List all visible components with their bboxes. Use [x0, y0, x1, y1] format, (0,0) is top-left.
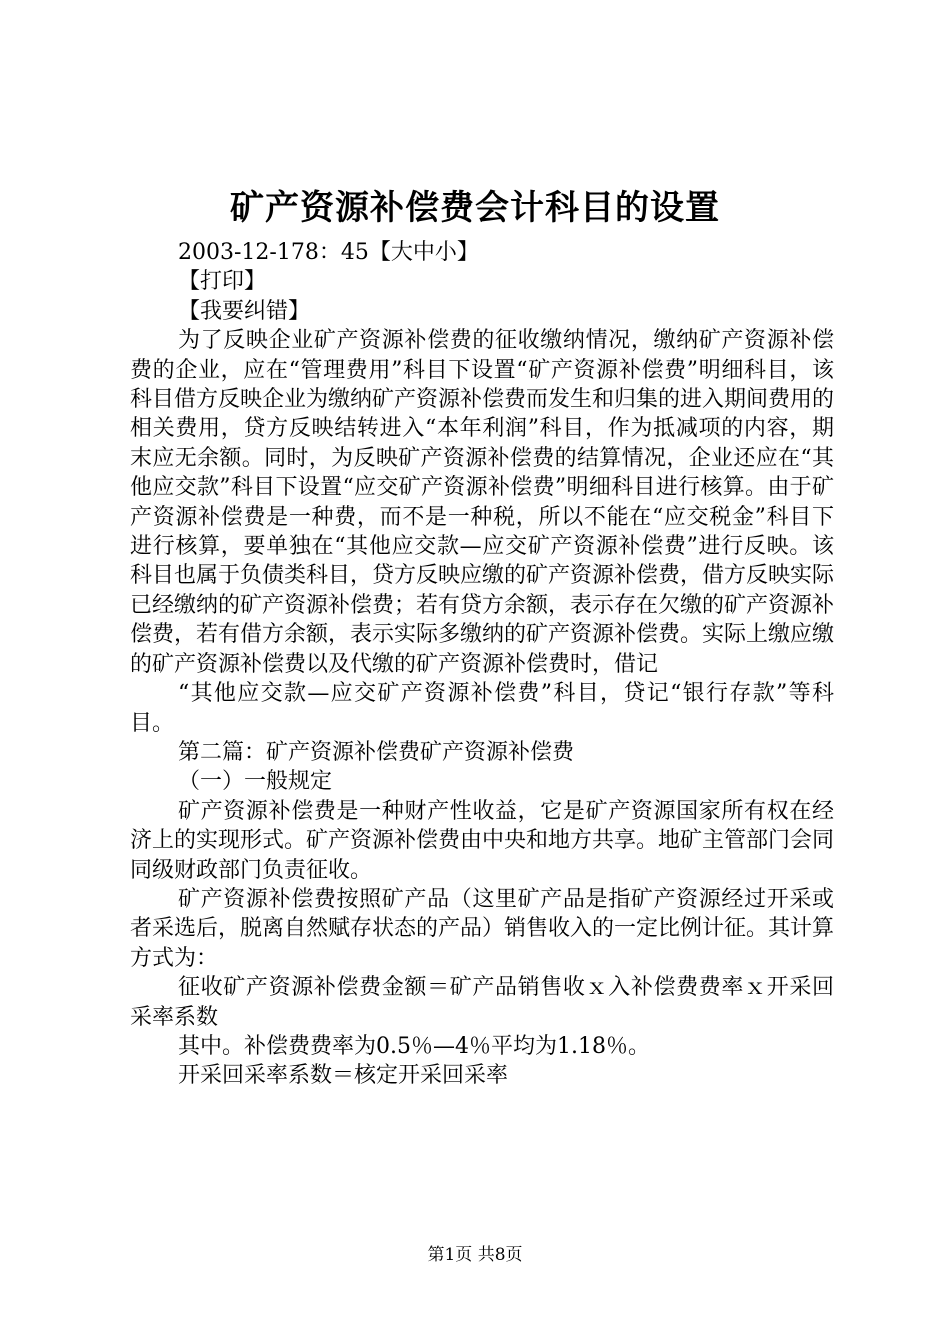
date-line: 2003-12-178：45【大中小】	[178, 240, 479, 265]
formula-line: 征收矿产资源补偿费金额＝矿产品销售收ｘ入补偿费费率ｘ开采回采率系数	[130, 975, 834, 1030]
paragraph: 矿产资源补偿费按照矿产品（这里矿产品是指矿产资源经过开采或者采选后，脱离自然赋存状态的产品）销售收入的一定比例计征。其计算方式为：	[130, 886, 835, 971]
document-title: 矿产资源补偿费会计科目的设置	[230, 188, 720, 228]
paragraph: 其中。补偿费费率为0.5％—4％平均为1.18％。	[178, 1033, 650, 1059]
paragraph: “其他应交款—应交矿产资源补偿费”科目，贷记“银行存款”等科目。	[130, 681, 834, 736]
print-link[interactable]: 【打印】	[178, 269, 267, 295]
report-error-link[interactable]: 【我要纠错】	[178, 298, 311, 324]
document-body	[130, 238, 834, 1091]
page-number: 第1页 共8页	[427, 1245, 523, 1265]
subsection-heading: （一）一般规定	[178, 769, 333, 795]
formula-line: 开采回采率系数＝核定开采回采率	[178, 1063, 509, 1089]
paragraph: 为了反映企业矿产资源补偿费的征收缴纳情况，缴纳矿产资源补偿费的企业，应在“管理费用”科目下设置“矿产资源补偿费”明细科目，该科目借方反映企业为缴纳矿产资源补偿费而发生和归集的进入期间费用的相关费用，贷方反映结转进入“本年利润”科目，作为抵减项的内容，期末应无余额。同时，为反映矿产资源补偿费的结算情况，企业还应在“其他应交款”科目下设置“应交矿产资源补偿费”明细科目进行核算。由于矿产资源补偿费是一种费，而不是一种税，所以不能在“应交税金”科目下进行核算，要单独在“其他应交款—应交矿产资源补偿费”进行反映。该科目也属于负债类科目，贷方反映应缴的矿产资源补偿费，借方反映实际已经缴纳的矿产资源补偿费；若有贷方余额，表示存在欠缴的矿产资源补偿费，若有借方余额，表示实际多缴纳的矿产资源补偿费。实际上缴应缴的矿产资源补偿费以及代缴的矿产资源补偿费时，借记	[130, 328, 835, 677]
paragraph: 矿产资源补偿费是一种财产性收益，它是矿产资源国家所有权在经济上的实现形式。矿产资源补偿费由中央和地方共享。地矿主管部门会同同级财政部门负责征收。	[130, 798, 835, 883]
section-heading: 第二篇：矿产资源补偿费矿产资源补偿费	[178, 739, 575, 765]
